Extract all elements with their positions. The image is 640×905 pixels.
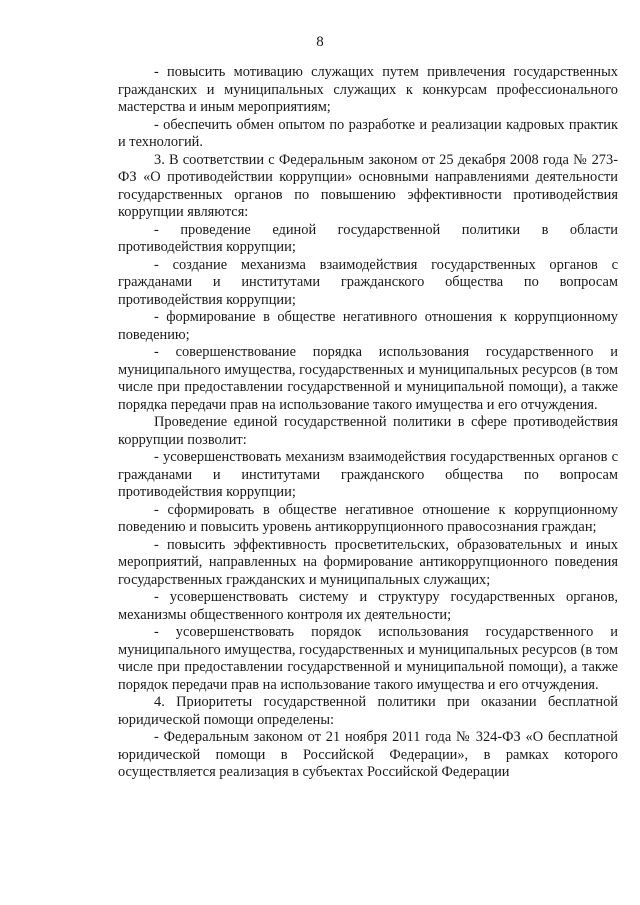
paragraph: - повысить эффективность просветительских, образовательных и иных мероприятий, направленных на формирование антикоррупционного поведения государственных гражданских и муниципальных служащих; [118, 536, 618, 588]
paragraph: - создание механизма взаимодействия государственных органов с гражданами и институтами гражданского общества по вопросам противодействия коррупции; [118, 256, 618, 308]
paragraph: - обеспечить обмен опытом по разработке и реализации кадровых практик и технологий. [118, 116, 618, 150]
paragraph: - повысить мотивацию служащих путем привлечения государственных гражданских и муниципальных служащих к конкурсам профессионального мастерства и иным мероприятиям; [118, 64, 618, 115]
document-body [118, 64, 618, 782]
paragraph: 3. В соответствии с Федеральным законом от 25 декабря 2008 года № 273-ФЗ «О противодействии коррупции» основными направлениями деятельности государственных органов по повышению эффективности противодействия коррупции являются: [118, 151, 618, 220]
paragraph: - усовершенствовать механизм взаимодействия государственных органов с гражданами и институтами гражданского общества по вопросам противодействия коррупции; [118, 449, 618, 500]
paragraph: - формирование в обществе негативного отношения к коррупционному поведению; [118, 309, 618, 343]
paragraph: Проведение единой государственной политики в сфере противодействия коррупции позволит: [118, 414, 618, 448]
paragraph: - сформировать в обществе негативное отношение к коррупционному поведению и повысить уровень антикоррупционного правосознания граждан; [118, 501, 618, 535]
paragraph: - проведение единой государственной политики в области противодействия коррупции; [118, 221, 618, 255]
paragraph: 4. Приоритеты государственной политики при оказании бесплатной юридической помощи определены: [118, 694, 618, 728]
paragraph: - совершенствование порядка использования государственного и муниципального имущества, государственных и муниципальных ресурсов (в том числе при предоставлении государственной и муниципальной помощи), а также порядка передачи прав на использование такого имущества и его отчуждения. [118, 344, 618, 413]
page-number: 8 [316, 34, 324, 50]
paragraph: - усовершенствовать порядок использования государственного и муниципального имущества, государственных и муниципальных ресурсов (в том числе при предоставлении государственной и муниципальной помощи), а также порядок передачи прав на использование такого имущества и его отчуждения. [118, 624, 618, 693]
paragraph: - Федеральным законом от 21 ноября 2011 года № 324-ФЗ «О бесплатной юридической помощи в Российской Федерации», в рамках которого осуществляется реализация в субъектах Российской Федерации [118, 729, 618, 780]
paragraph: - усовершенствовать систему и структуру государственных органов, механизмы общественного контроля их деятельности; [118, 589, 618, 623]
